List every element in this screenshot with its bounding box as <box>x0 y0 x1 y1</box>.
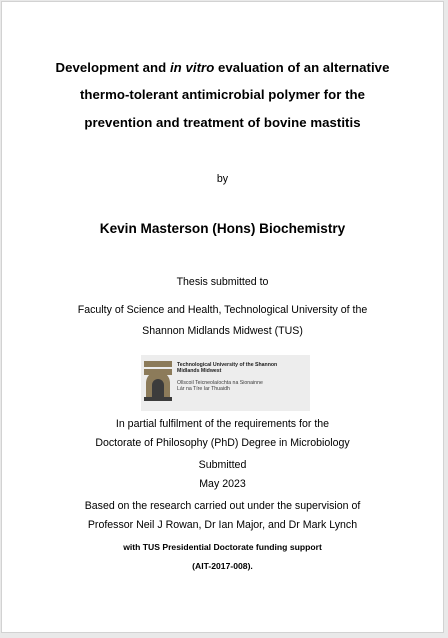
institution-line-2: Shannon Midlands Midwest (TUS) <box>142 325 303 337</box>
title-text-a: Development and <box>55 60 170 75</box>
author-name: Kevin Masterson (Hons) Biochemistry <box>99 221 346 236</box>
thesis-title-page <box>1 1 444 633</box>
logo-english-line-2: Midlands Midwest <box>177 368 222 374</box>
tus-crest-icon <box>144 361 172 401</box>
logo-irish-line-2: Lár na Tíre Iar Thuaidh <box>177 386 230 392</box>
logo-irish-name <box>177 380 263 392</box>
thesis-title-line-2: thermo-tolerant antimicrobial polymer for the <box>79 87 366 102</box>
supervisors: Professor Neil J Rowan, Dr Ian Major, and Dr Mark Lynch <box>87 519 358 531</box>
supervision-line-1: Based on the research carried out under the supervision of <box>84 500 361 512</box>
title-italic-in-vitro: in vitro <box>169 60 215 75</box>
funding-line-1: with TUS Presidential Doctorate funding support <box>123 542 322 552</box>
tus-logo-text <box>177 355 307 411</box>
funding-reference: (AIT-2017-008). <box>192 561 253 571</box>
by-label: by <box>216 173 229 185</box>
submitted-to-label: Thesis submitted to <box>176 276 269 288</box>
submitted-label: Submitted <box>198 459 247 471</box>
logo-english-name <box>177 362 277 374</box>
thesis-title-line-3: prevention and treatment of bovine mastitis <box>84 115 361 130</box>
logo-english-line-1: Technological University of the Shannon <box>177 362 278 368</box>
thesis-title-line-1 <box>2 60 443 75</box>
submission-date: May 2023 <box>199 478 246 490</box>
tus-logo <box>141 355 310 411</box>
logo-irish-line-1: Ollscoil Teicneolaíochta na Sionainne <box>177 380 263 386</box>
title-text-b: evaluation of an alternative <box>214 60 390 75</box>
institution-line-1: Faculty of Science and Health, Technological University of the <box>77 304 368 316</box>
fulfilment-line-1: In partial fulfilment of the requirements for the <box>115 418 330 430</box>
fulfilment-line-2: Doctorate of Philosophy (PhD) Degree in Microbiology <box>95 437 350 449</box>
